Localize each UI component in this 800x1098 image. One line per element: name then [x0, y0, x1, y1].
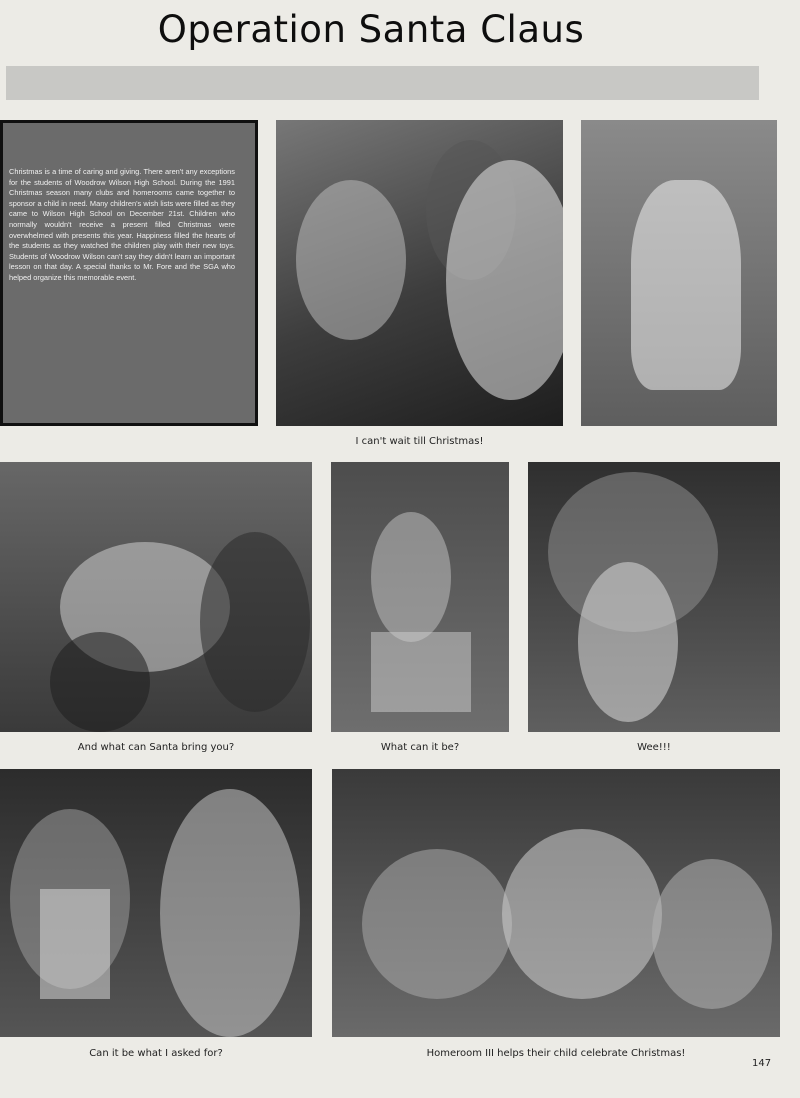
story-text: Christmas is a time of caring and giving. There aren't any exceptions for the students of Woodrow Wilson High School. During the 1991 Christmas season many clubs and homerooms came together to sponsor a child in need. Many children's wish lists were filled as they came to Wilson High School on December 21st. Children who normally wouldn't receive a present filled Christmas were overwhelmed with presents this year. Happiness filled the hearts of the students as they watched the children play with their new toys. Students of Woodrow Wilson can't say they didn't learn an important lesson on that day. A special thanks to Mr. Fore and the SGA who helped organize this memorable event. [9, 167, 235, 282]
page-number: 147 [752, 1058, 772, 1069]
photo-figure [296, 180, 406, 340]
caption-photo-7: Homeroom III helps their child celebrate Christmas! [426, 1048, 686, 1059]
photo-child-with-present [331, 462, 509, 732]
page-title: Operation Santa Claus [157, 8, 585, 51]
caption-photo-3: And what can Santa bring you? [77, 742, 235, 753]
photo-crowd [502, 829, 662, 999]
photo-child [200, 532, 310, 712]
photo-gift-bag [40, 889, 110, 999]
caption-photo-5: Wee!!! [637, 742, 671, 753]
photo-opening-gift [0, 769, 312, 1037]
photo-figure [446, 160, 563, 400]
photo-crowd [362, 849, 512, 999]
caption-photo-6: Can it be what I asked for? [89, 1048, 223, 1059]
caption-photo-4: What can it be? [380, 742, 460, 753]
photo-crowd [652, 859, 772, 1009]
photo-santa-and-boy [276, 120, 563, 426]
photo-tree [631, 180, 741, 390]
photo-present-box [371, 632, 471, 712]
photo-santa-with-children [0, 462, 312, 732]
photo-student [160, 789, 300, 1037]
photo-child [371, 512, 451, 642]
photo-homeroom-group [332, 769, 780, 1037]
photo-child [50, 632, 150, 732]
photo-child [578, 562, 678, 722]
photo-christmas-tree [581, 120, 777, 426]
title-divider-bar [6, 66, 759, 100]
photo-child-on-bike [528, 462, 780, 732]
story-text-box [0, 120, 258, 426]
caption-photo-1: I can't wait till Christmas! [355, 436, 484, 447]
